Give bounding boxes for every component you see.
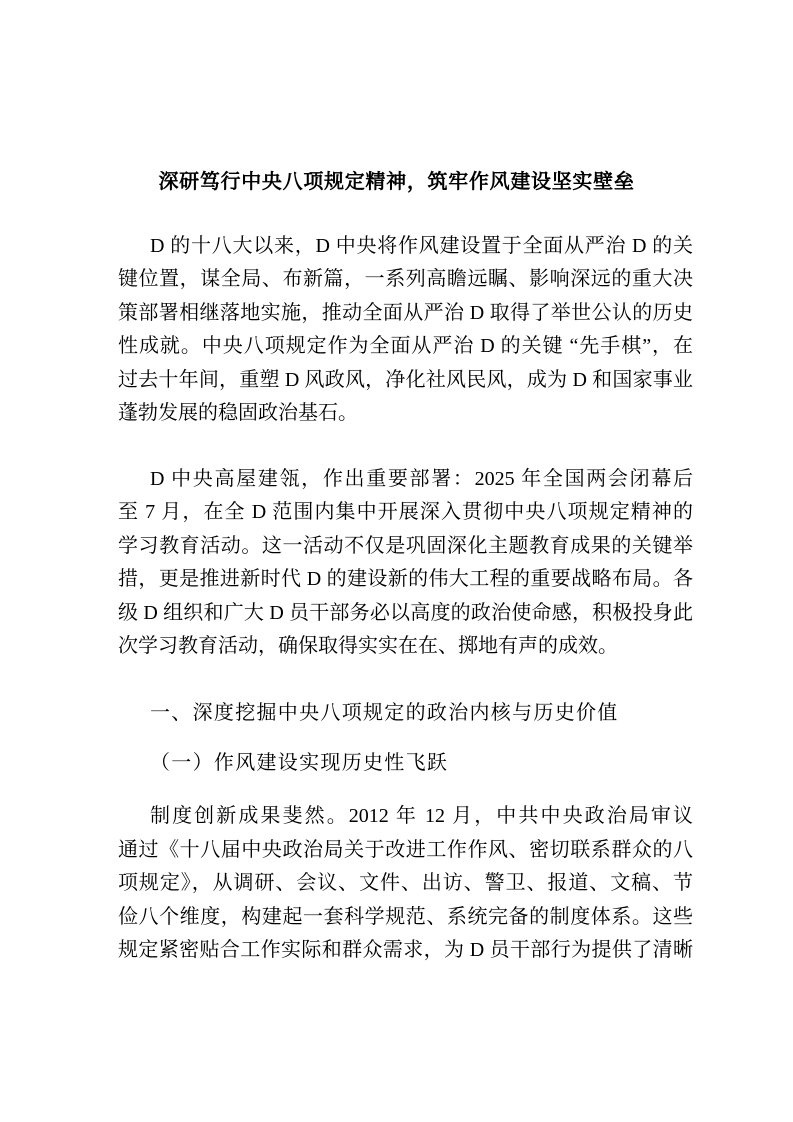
paragraph [118,230,693,431]
paragraph-line: 级 D 组织和广大 D 员干部务必以高度的政治使命感，积极投身此 [118,601,693,624]
paragraph-line: 项规定》，从调研、会议、文件、出访、警卫、报道、文稿、节 [118,872,693,895]
subsection-heading: （一）作风建设实现历史性飞跃 [150,751,449,774]
paragraph-line: 学习教育活动。这一活动不仅是巩固深化主题教育成果的关键举 [118,534,693,557]
paragraph-line: D 的十八大以来，D 中央将作风建设置于全面从严治 D 的关 [150,234,693,257]
paragraph-line: D 中央高屋建瓴，作出重要部署：2025 年全国两会闭幕后 [150,467,693,490]
paragraph-line: 制度创新成果斐然。2012 年 12 月，中共中央政治局审议 [150,805,693,828]
paragraph-line: 俭八个维度，构建起一套科学规范、系统完备的制度体系。这些 [118,905,693,928]
paragraph-line: 至 7 月，在全 D 范围内集中开展深入贯彻中央八项规定精神的 [118,501,693,523]
paragraph [118,800,693,968]
paragraph-line: 键位置，谋全局、布新篇，一系列高瞻远瞩、影响深远的重大决 [118,268,693,290]
paragraph-line: 通过《十八届中央政治局关于改进工作作风、密切联系群众的八 [118,838,693,861]
paragraph-line: 次学习教育活动，确保取得实实在在、掷地有声的成效。 [118,635,618,657]
document-title: 深研笃行中央八项规定精神，筑牢作风建设坚实壁垒 [158,171,635,193]
paragraph [118,463,693,664]
paragraph-line: 策部署相继落地实施，推动全面从严治 D 取得了举世公认的历史 [118,301,693,324]
paragraph-line: 过去十年间，重塑 D 风政风，净化社风民风，成为 D 和国家事业 [118,368,693,391]
paragraph-line: 性成就。中央八项规定作为全面从严治 D 的关键 “先手棋”，在 [118,335,693,357]
paragraph-line: 规定紧密贴合工作实际和群众需求，为 D 员干部行为提供了清晰 [118,939,693,962]
section-heading: 一、深度挖掘中央八项规定的政治内核与历史价值 [150,701,619,724]
paragraph-line: 蓬勃发展的稳固政治基石。 [118,402,358,424]
paragraph-line: 措，更是推进新时代 D 的建设新的伟大工程的重要战略布局。各 [118,568,693,590]
